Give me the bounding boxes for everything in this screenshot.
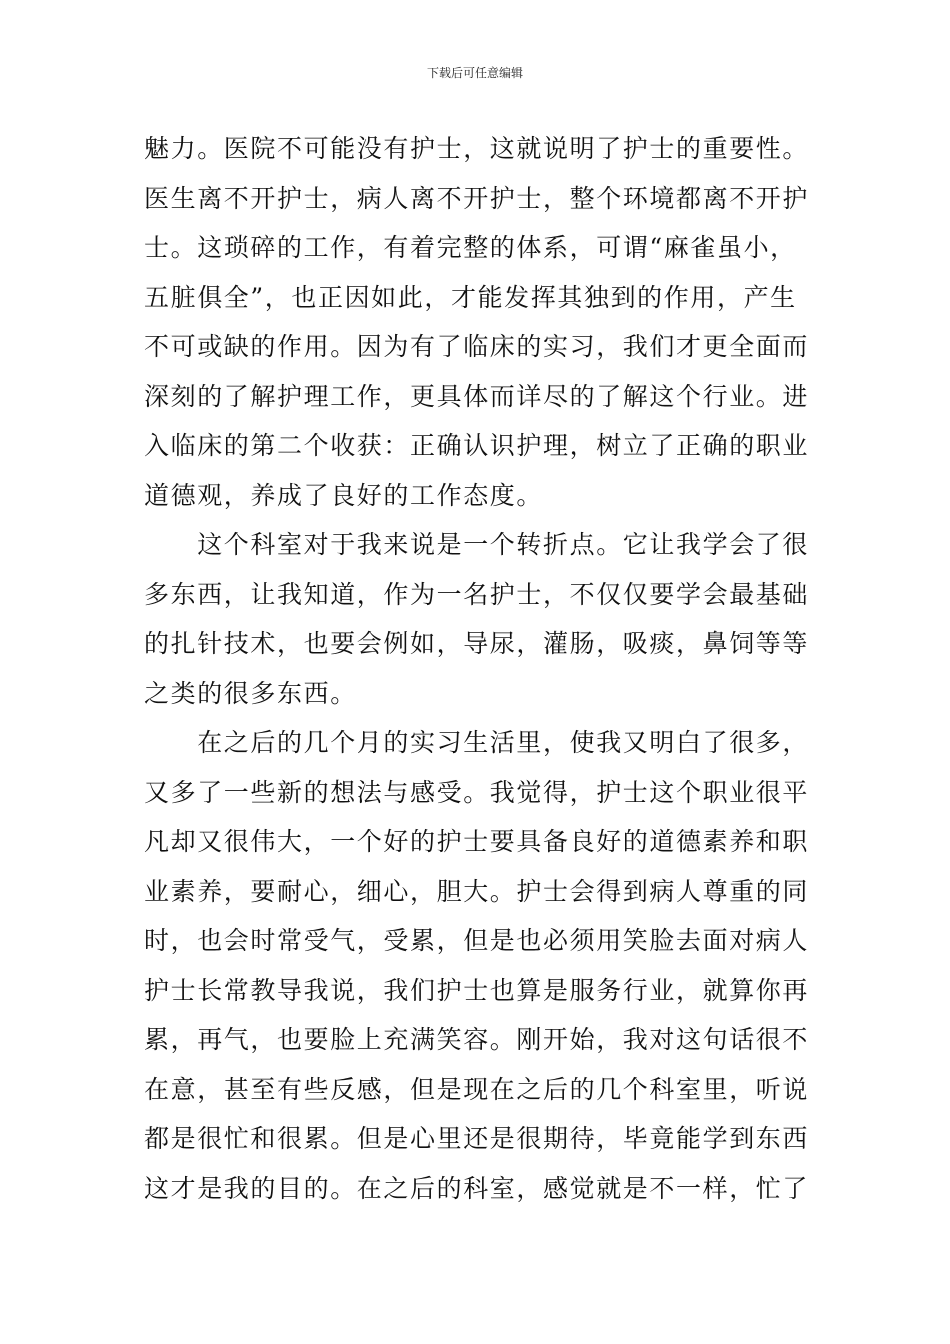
- text-line: 护士长常教导我说，我们护士也算是服务行业，就算你再: [144, 975, 810, 1005]
- text-line: 多东西，让我知道，作为一名护士，不仅仅要学会最基础: [144, 579, 810, 609]
- text-line: 这个科室对于我来说是一个转折点。它让我学会了很: [144, 530, 810, 559]
- text-line: 都是很忙和很累。但是心里还是很期待，毕竟能学到东西: [144, 1124, 810, 1153]
- text-line: 累，再气，也要脸上充满笑容。刚开始，我对这句话很不: [144, 1025, 810, 1054]
- text-line: 道德观，养成了良好的工作态度。: [144, 480, 544, 510]
- text-line: 入临床的第二个收获：正确认识护理，树立了正确的职业: [144, 431, 810, 460]
- text-line: 的扎针技术，也要会例如，导尿，灌肠，吸痰，鼻饲等等: [144, 629, 810, 658]
- text-line: 这才是我的目的。在之后的科室，感觉就是不一样，忙了: [144, 1173, 810, 1203]
- text-line: 魅力。医院不可能没有护士，这就说明了护士的重要性。: [144, 134, 810, 163]
- text-line: 在意，甚至有些反感，但是现在之后的几个科室里，听说: [144, 1074, 810, 1104]
- text-line: 五脏俱全”，也正因如此，才能发挥其独到的作用，产生: [144, 282, 797, 312]
- text-line: 医生离不开护士，病人离不开护士，整个环境都离不开护: [144, 183, 810, 213]
- header-note: 下载后可任意编辑: [426, 66, 523, 80]
- text-line: 业素养，要耐心，细心，胆大。护士会得到病人尊重的同: [144, 876, 810, 906]
- text-line: 深刻的了解护理工作，更具体而详尽的了解这个行业。进: [144, 381, 810, 411]
- text-line: 士。这琐碎的工作，有着完整的体系，可谓“麻雀虽小，: [144, 233, 797, 262]
- text-line: 凡却又很伟大，一个好的护士要具备良好的道德素养和职: [144, 827, 810, 856]
- text-line: 时，也会时常受气，受累，但是也必须用笑脸去面对病人: [144, 926, 810, 955]
- text-line: 在之后的几个月的实习生活里，使我又明白了很多，: [144, 728, 810, 757]
- body-text: [144, 124, 809, 1213]
- text-line: 不可或缺的作用。因为有了临床的实习，我们才更全面而: [144, 332, 810, 361]
- text-line: 又多了一些新的想法与感受。我觉得，护士这个职业很平: [144, 777, 810, 807]
- text-line: 之类的很多东西。: [144, 678, 357, 708]
